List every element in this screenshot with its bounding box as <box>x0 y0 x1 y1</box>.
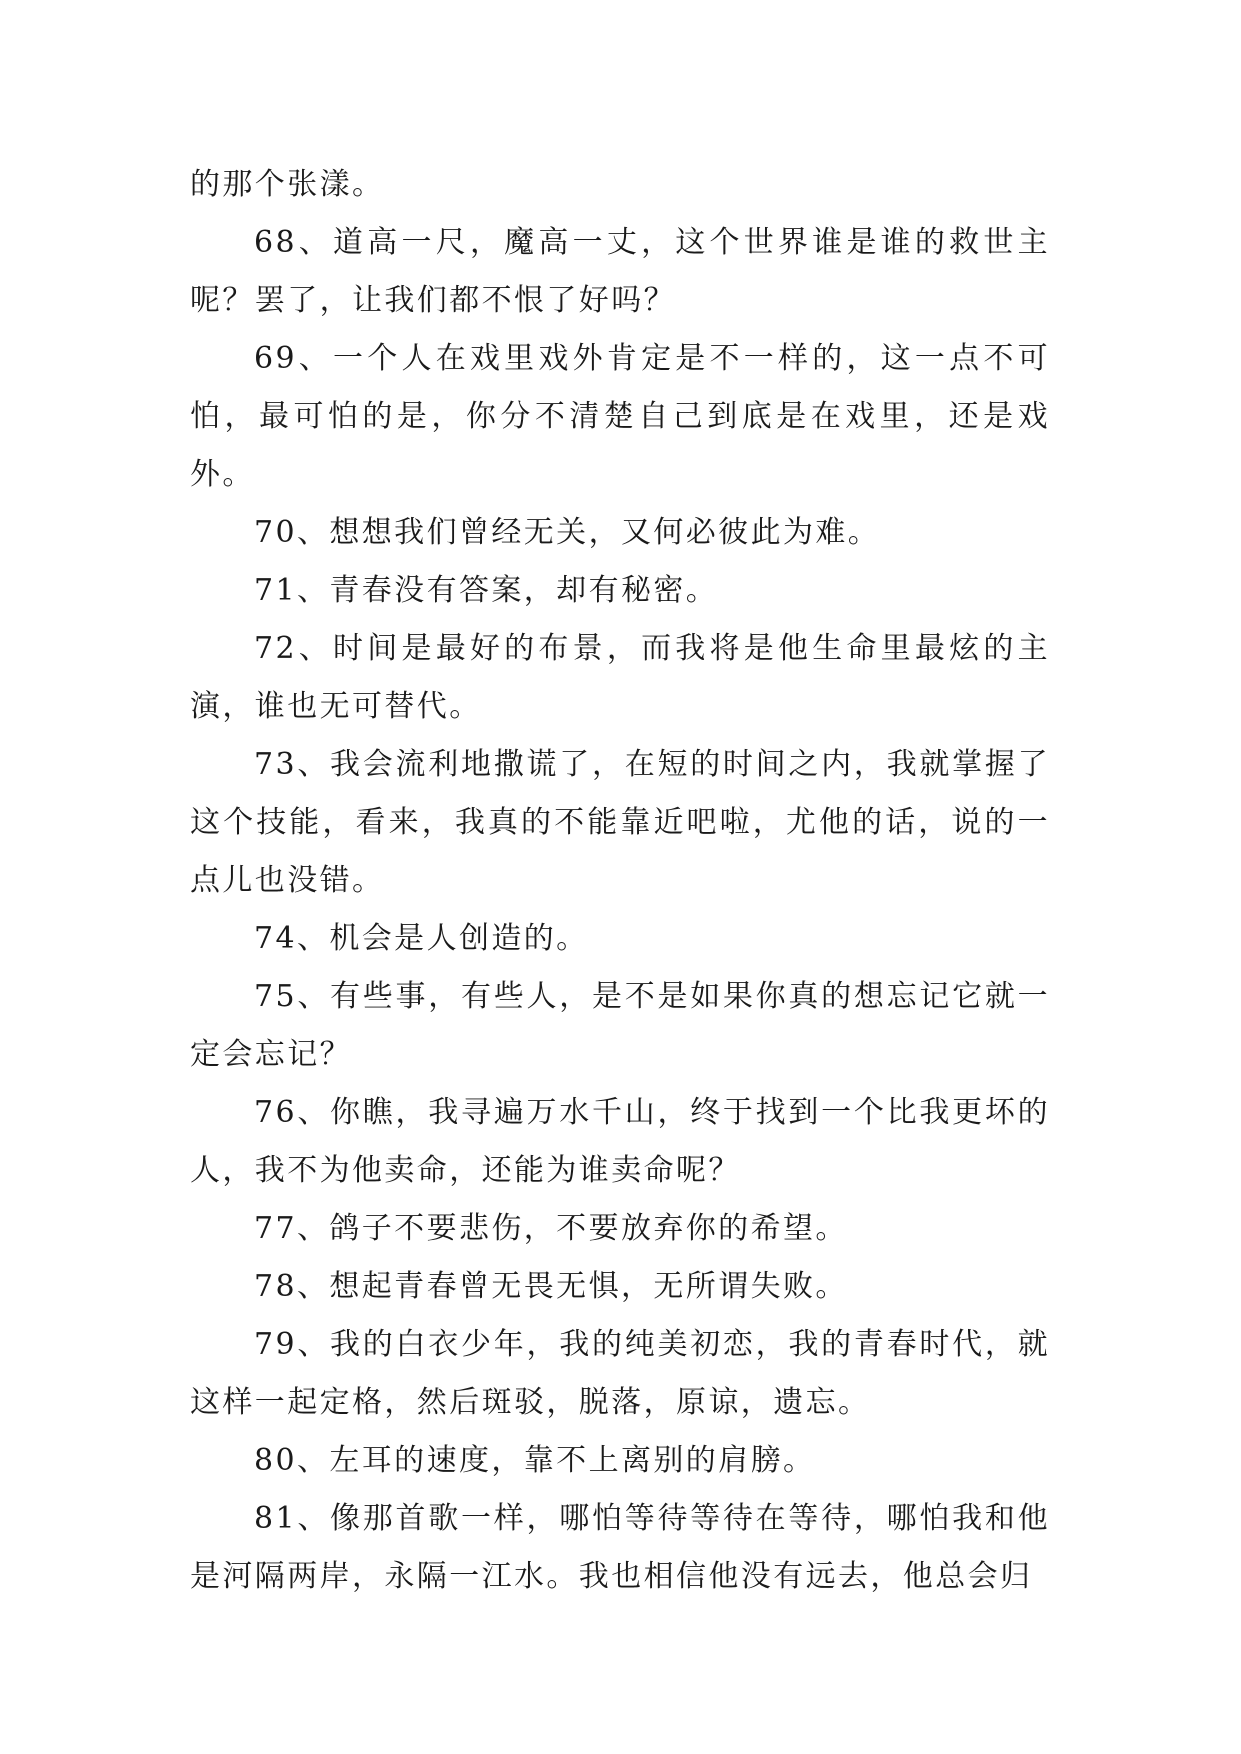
paragraph-0: 的那个张漾。 <box>190 167 385 202</box>
paragraph-68: 68、道高一尺，魔高一丈，这个世界谁是谁的救世主呢？罢了，让我们都不恨了好吗？ <box>190 225 1050 318</box>
paragraph-69: 69、一个人在戏里戏外肯定是不一样的，这一点不可怕，最可怕的是，你分不清楚自己到底是在戏里，还是戏外。 <box>190 341 1050 492</box>
paragraph-80: 80、左耳的速度，靠不上离别的肩膀。 <box>254 1443 816 1478</box>
document-body <box>190 156 1050 1606</box>
paragraph-71: 71、青春没有答案，却有秘密。 <box>254 573 719 608</box>
paragraph-74: 74、机会是人创造的。 <box>254 921 589 956</box>
paragraph-70: 70、想想我们曾经无关，又何必彼此为难。 <box>254 515 881 550</box>
paragraph-76: 76、你瞧，我寻遍万水千山，终于找到一个比我更坏的人，我不为他卖命，还能为谁卖命呢？ <box>190 1095 1050 1188</box>
paragraph-75: 75、有些事，有些人，是不是如果你真的想忘记它就一定会忘记？ <box>190 979 1050 1072</box>
paragraph-81: 81、像那首歌一样，哪怕等待等待在等待，哪怕我和他是河隔两岸，永隔一江水。我也相信他没有远去，他总会归 <box>190 1501 1050 1594</box>
paragraph-72: 72、时间是最好的布景，而我将是他生命里最炫的主演，谁也无可替代。 <box>190 631 1050 724</box>
paragraph-73: 73、我会流利地撒谎了，在短的时间之内，我就掌握了这个技能，看来，我真的不能靠近吧啦，尤他的话，说的一点儿也没错。 <box>190 747 1050 898</box>
paragraph-78: 78、想起青春曾无畏无惧，无所谓失败。 <box>254 1269 848 1304</box>
paragraph-79: 79、我的白衣少年，我的纯美初恋，我的青春时代，就这样一起定格，然后斑驳，脱落，原谅，遗忘。 <box>190 1327 1050 1420</box>
paragraph-77: 77、鸽子不要悲伤，不要放弃你的希望。 <box>254 1211 848 1246</box>
